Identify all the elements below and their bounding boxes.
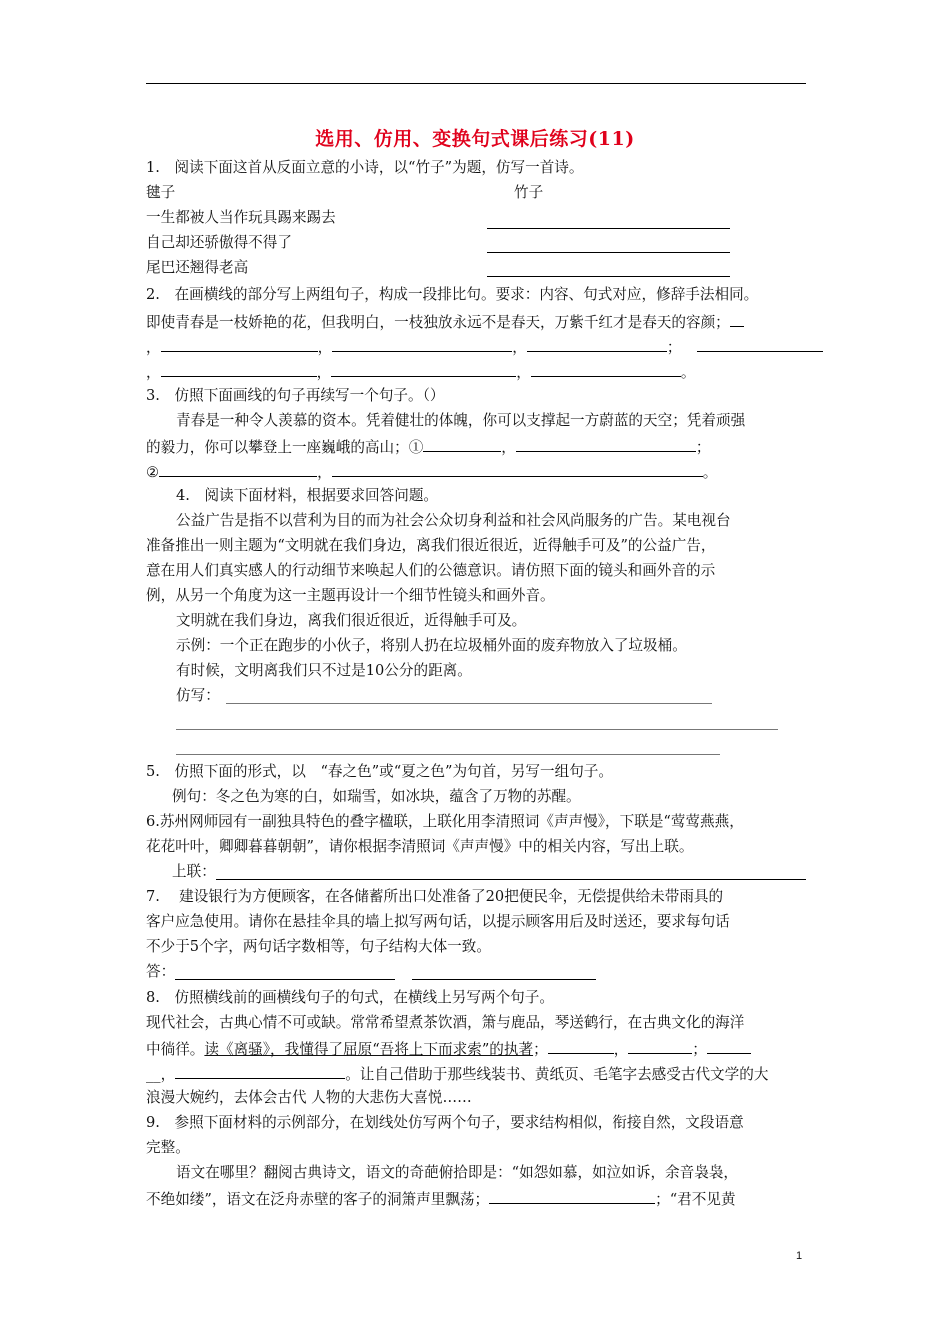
q4-text-4: 例，从另一个角度为这一主题再设计一个细节性镜头和画外音。 [146,587,555,604]
q4-example: 示例：一个正在跑步的小伙子，将别人扔在垃圾桶外面的废弃物放入了垃圾桶。 [176,637,687,654]
q4-answer-line-3[interactable] [176,754,720,755]
q8-text-2 [146,1038,751,1060]
q2-blank-1[interactable] [161,336,318,352]
q7-answer-label: 答： [146,963,176,980]
q8-text-3-pre: __， [146,1066,176,1083]
q9-text-2-pre: 不绝如缕”，语文在泛舟赤壁的客子的洞箫声里飘荡； [146,1191,490,1208]
q7-answer-line-2[interactable] [412,979,596,980]
q3-text-2-content: 的毅力，你可以攀登上一座巍峨的高山；① [146,439,424,456]
q3-semicolon: ； [695,439,711,456]
q2-blank-0[interactable] [730,311,744,327]
q2-blank-row-1 [146,336,823,358]
q2-period: 。 [680,364,696,381]
q8-text-4: 浪漫大婉约，去体会古代 人物的大悲伤大喜悦…… [146,1089,472,1106]
q5-prompt: 5. 仿照下面的形式，以 “春之色”或“夏之色”为句首，另写一组句子。 [146,763,613,780]
q8-text-3-post: 。让自己借助于那些线装书、黄纸页、毛笔字去感受古代文学的大 [345,1066,769,1083]
q1-target-title: 竹子 [514,184,544,201]
q6-answer-label: 上联： [172,863,216,880]
q8-text-1: 现代社会，古典心情不可或缺。常常希望煮茶饮酒，箫与鹿品，琴送鹤行，在古典文化的海洋 [146,1014,745,1031]
q6-answer-line[interactable] [216,879,806,880]
q8-semicolon: ； [533,1041,548,1058]
q4-text-1: 公益广告是指不以营利为目的而为社会公众切身利益和社会风尚服务的广告。某电视台 [176,512,731,529]
q2-blank-5[interactable] [161,361,317,377]
q8-blank-1b[interactable] [628,1038,692,1054]
q2-text [146,311,744,333]
q4-answer-line-1[interactable] [226,703,712,704]
q2-comma: ， [146,364,161,381]
q8-blank-1a[interactable] [548,1038,614,1054]
q3-comma: ， [317,464,332,481]
q2-blank-7[interactable] [531,361,681,377]
q9-text-1: 语文在哪里？翻阅古典诗文，语文的奇葩俯拾即是：“如怨如慕，如泣如诉，余音袅袅， [176,1164,739,1181]
q1-answer-blank-1[interactable] [487,228,730,229]
q2-blank-row-2 [146,361,695,383]
q2-comma: ， [516,364,531,381]
q4-theme: 文明就在我们身边，离我们很近很近，近得触手可及。 [176,612,527,629]
q3-period: 。 [702,464,718,481]
q2-prompt: 2. 在画横线的部分写上两组句子，构成一段排比句。要求：内容、句式对应，修辞手法相同。 [146,286,759,303]
q2-comma: ， [316,364,332,381]
q3-blank-1a[interactable] [423,436,501,452]
q8-prompt: 8. 仿照横线前的画横线句子的句式，在横线上另写两个句子。 [146,989,554,1006]
q7-prompt-1: 7. 建设银行为方便顾客，在各储蓄所出口处准备了20把便民伞，无偿提供给未带雨具的 [146,888,724,905]
q4-prompt: 4. 阅读下面材料，根据要求回答问题。 [176,487,439,504]
q3-prompt: 3. 仿照下面画线的句子再续写一个句子。（） [146,387,445,404]
q3-blank-2b[interactable] [332,461,703,477]
q8-text-2-pre: 中徜徉。 [146,1041,205,1058]
q8-semicolon: ； [692,1041,707,1058]
q3-mark-2: ② [146,464,160,481]
q3-text-2 [146,436,711,458]
q2-text-content: 即使青春是一枝娇艳的花，但我明白，一枝独放永远不是春天，万紫千红才是春天的容颜； [146,314,730,331]
q8-text-3 [146,1063,768,1085]
q1-prompt: 1. 阅读下面这首从反面立意的小诗，以“竹子”为题，仿写一首诗。 [146,159,584,176]
q2-blank-2[interactable] [332,336,512,352]
q1-line-3: 尾巴还翘得老高 [146,259,249,276]
q4-text-3: 意在用人们真实感人的行动细节来唤起人们的公德意识。请仿照下面的镜头和画外音的示 [146,562,716,579]
q8-comma: ， [613,1041,629,1058]
q1-answer-blank-3[interactable] [487,276,730,277]
q3-text-1: 青春是一种令人羡慕的资本。凭着健壮的体魄，你可以支撑起一方蔚蓝的天空；凭着顽强 [176,412,746,429]
q9-blank[interactable] [489,1188,655,1204]
q4-answer-label: 仿写： [176,687,220,704]
q2-comma: ， [146,339,161,356]
q2-semicolon: ； [666,339,682,356]
q8-model-sentence: 读《离骚》，我懂得了屈原“吾将上下而求索”的执著 [204,1041,534,1058]
q4-voiceover: 有时候，文明离我们只不过是10公分的距离。 [176,662,472,679]
q4-answer-line-2[interactable] [176,729,778,730]
q3-blank-1b[interactable] [516,436,696,452]
q9-prompt-1: 9. 参照下面材料的示例部分，在划线处仿写两个句子，要求结构相似，衔接自然，文段语意 [146,1114,744,1131]
q6-prompt-1: 6.苏州网师园有一副独具特色的叠字楹联，上联化用李清照词《声声慢》，下联是“莺莺燕燕， [146,813,744,830]
q7-prompt-3: 不少于5个字，两句话字数相等，句子结构大体一致。 [146,938,491,955]
q1-answer-blank-2[interactable] [487,252,730,253]
page-title: 选用、仿用、变换句式课后练习(11) [315,128,635,150]
q6-prompt-2: 花花叶叶，卿卿暮暮朝朝”，请你根据李清照词《声声慢》中的相关内容，写出上联。 [146,838,694,855]
q2-comma: ， [512,339,527,356]
q7-prompt-2: 客户应急使用。请你在悬挂伞具的墙上拟写两句话，以提示顾客用后及时送还，要求每句话 [146,913,730,930]
q2-blank-3[interactable] [527,336,667,352]
q9-text-2-post: ；“君不见黄 [655,1191,736,1208]
q7-answer-line-1[interactable] [175,979,395,980]
q9-prompt-2: 完整。 [146,1139,190,1156]
q3-text-3 [146,461,717,483]
q2-blank-4[interactable] [697,336,823,352]
q2-comma: ， [317,339,333,356]
q8-blank-2b[interactable] [175,1063,345,1079]
q2-blank-6[interactable] [331,361,516,377]
q9-text-2 [146,1188,736,1210]
q1-line-1: 一生都被人当作玩具踢来踢去 [146,209,336,226]
header-rule [146,83,806,84]
q3-comma: ， [501,439,516,456]
q5-example: 例句：冬之色为寒的白，如瑞雪，如冰块，蕴含了万物的苏醒。 [172,788,581,805]
q1-poem-title: 毽子 [146,184,176,201]
page-number: 1 [796,1250,803,1262]
q3-blank-2a[interactable] [159,461,317,477]
q8-blank-2a[interactable] [707,1038,751,1054]
q4-text-2: 准备推出一则主题为“文明就在我们身边，离我们很近很近，近得触手可及”的公益广告， [146,537,716,554]
q1-line-2: 自己却还骄傲得不得了 [146,234,292,251]
